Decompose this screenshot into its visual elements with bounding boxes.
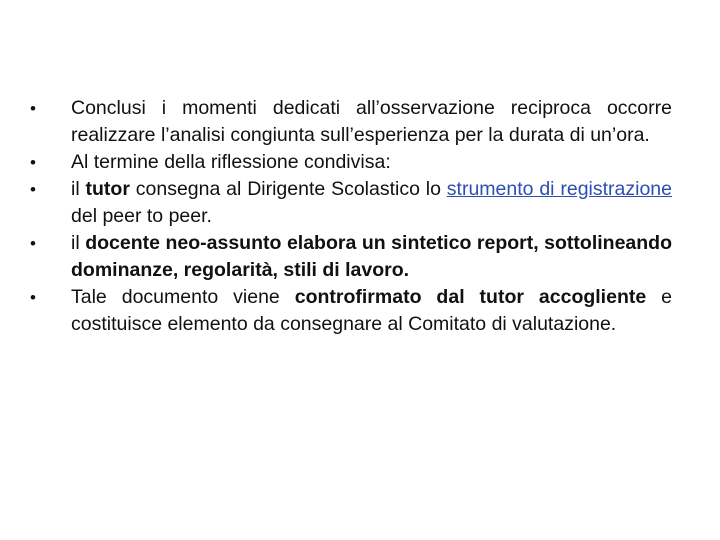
bold-text: tutor	[85, 178, 130, 200]
bullet-text: del peer to peer.	[71, 205, 212, 227]
bullet-text: consegna al Dirigente Scolastico lo	[129, 178, 447, 200]
bullet-text: e costituisce elemento da consegnare al Comitato di valutazione.	[71, 286, 672, 335]
bullet-item	[30, 149, 672, 176]
bullet-icon: •	[30, 288, 36, 307]
bullet-text: Al termine della riflessione condivisa:	[71, 151, 391, 173]
registration-tool-link[interactable]: strumento di registrazione	[446, 178, 672, 200]
bullet-icon: •	[30, 153, 36, 172]
bullet-text: il	[71, 232, 86, 254]
bold-text: controfirmato dal tutor accogliente	[294, 286, 647, 308]
bullet-icon: •	[30, 234, 36, 253]
bullet-item	[30, 230, 672, 284]
bold-text: docente neo-assunto elabora un sintetico report, sottolineando dominanze, regolarità, stili di lavoro.	[71, 232, 672, 281]
bullet-list	[30, 95, 672, 338]
bullet-item	[30, 284, 672, 338]
bullet-item	[30, 95, 672, 149]
bullet-text: il	[71, 178, 86, 200]
bullet-item	[30, 176, 672, 230]
bullet-icon: •	[30, 99, 36, 118]
bullet-text: Tale documento viene	[71, 286, 295, 308]
bullet-text: Conclusi i momenti dedicati all’osservazione reciproca occorre realizzare l’analisi congiunta sull’esperienza per la durata di un’ora.	[71, 97, 672, 146]
bullet-icon: •	[30, 180, 36, 199]
